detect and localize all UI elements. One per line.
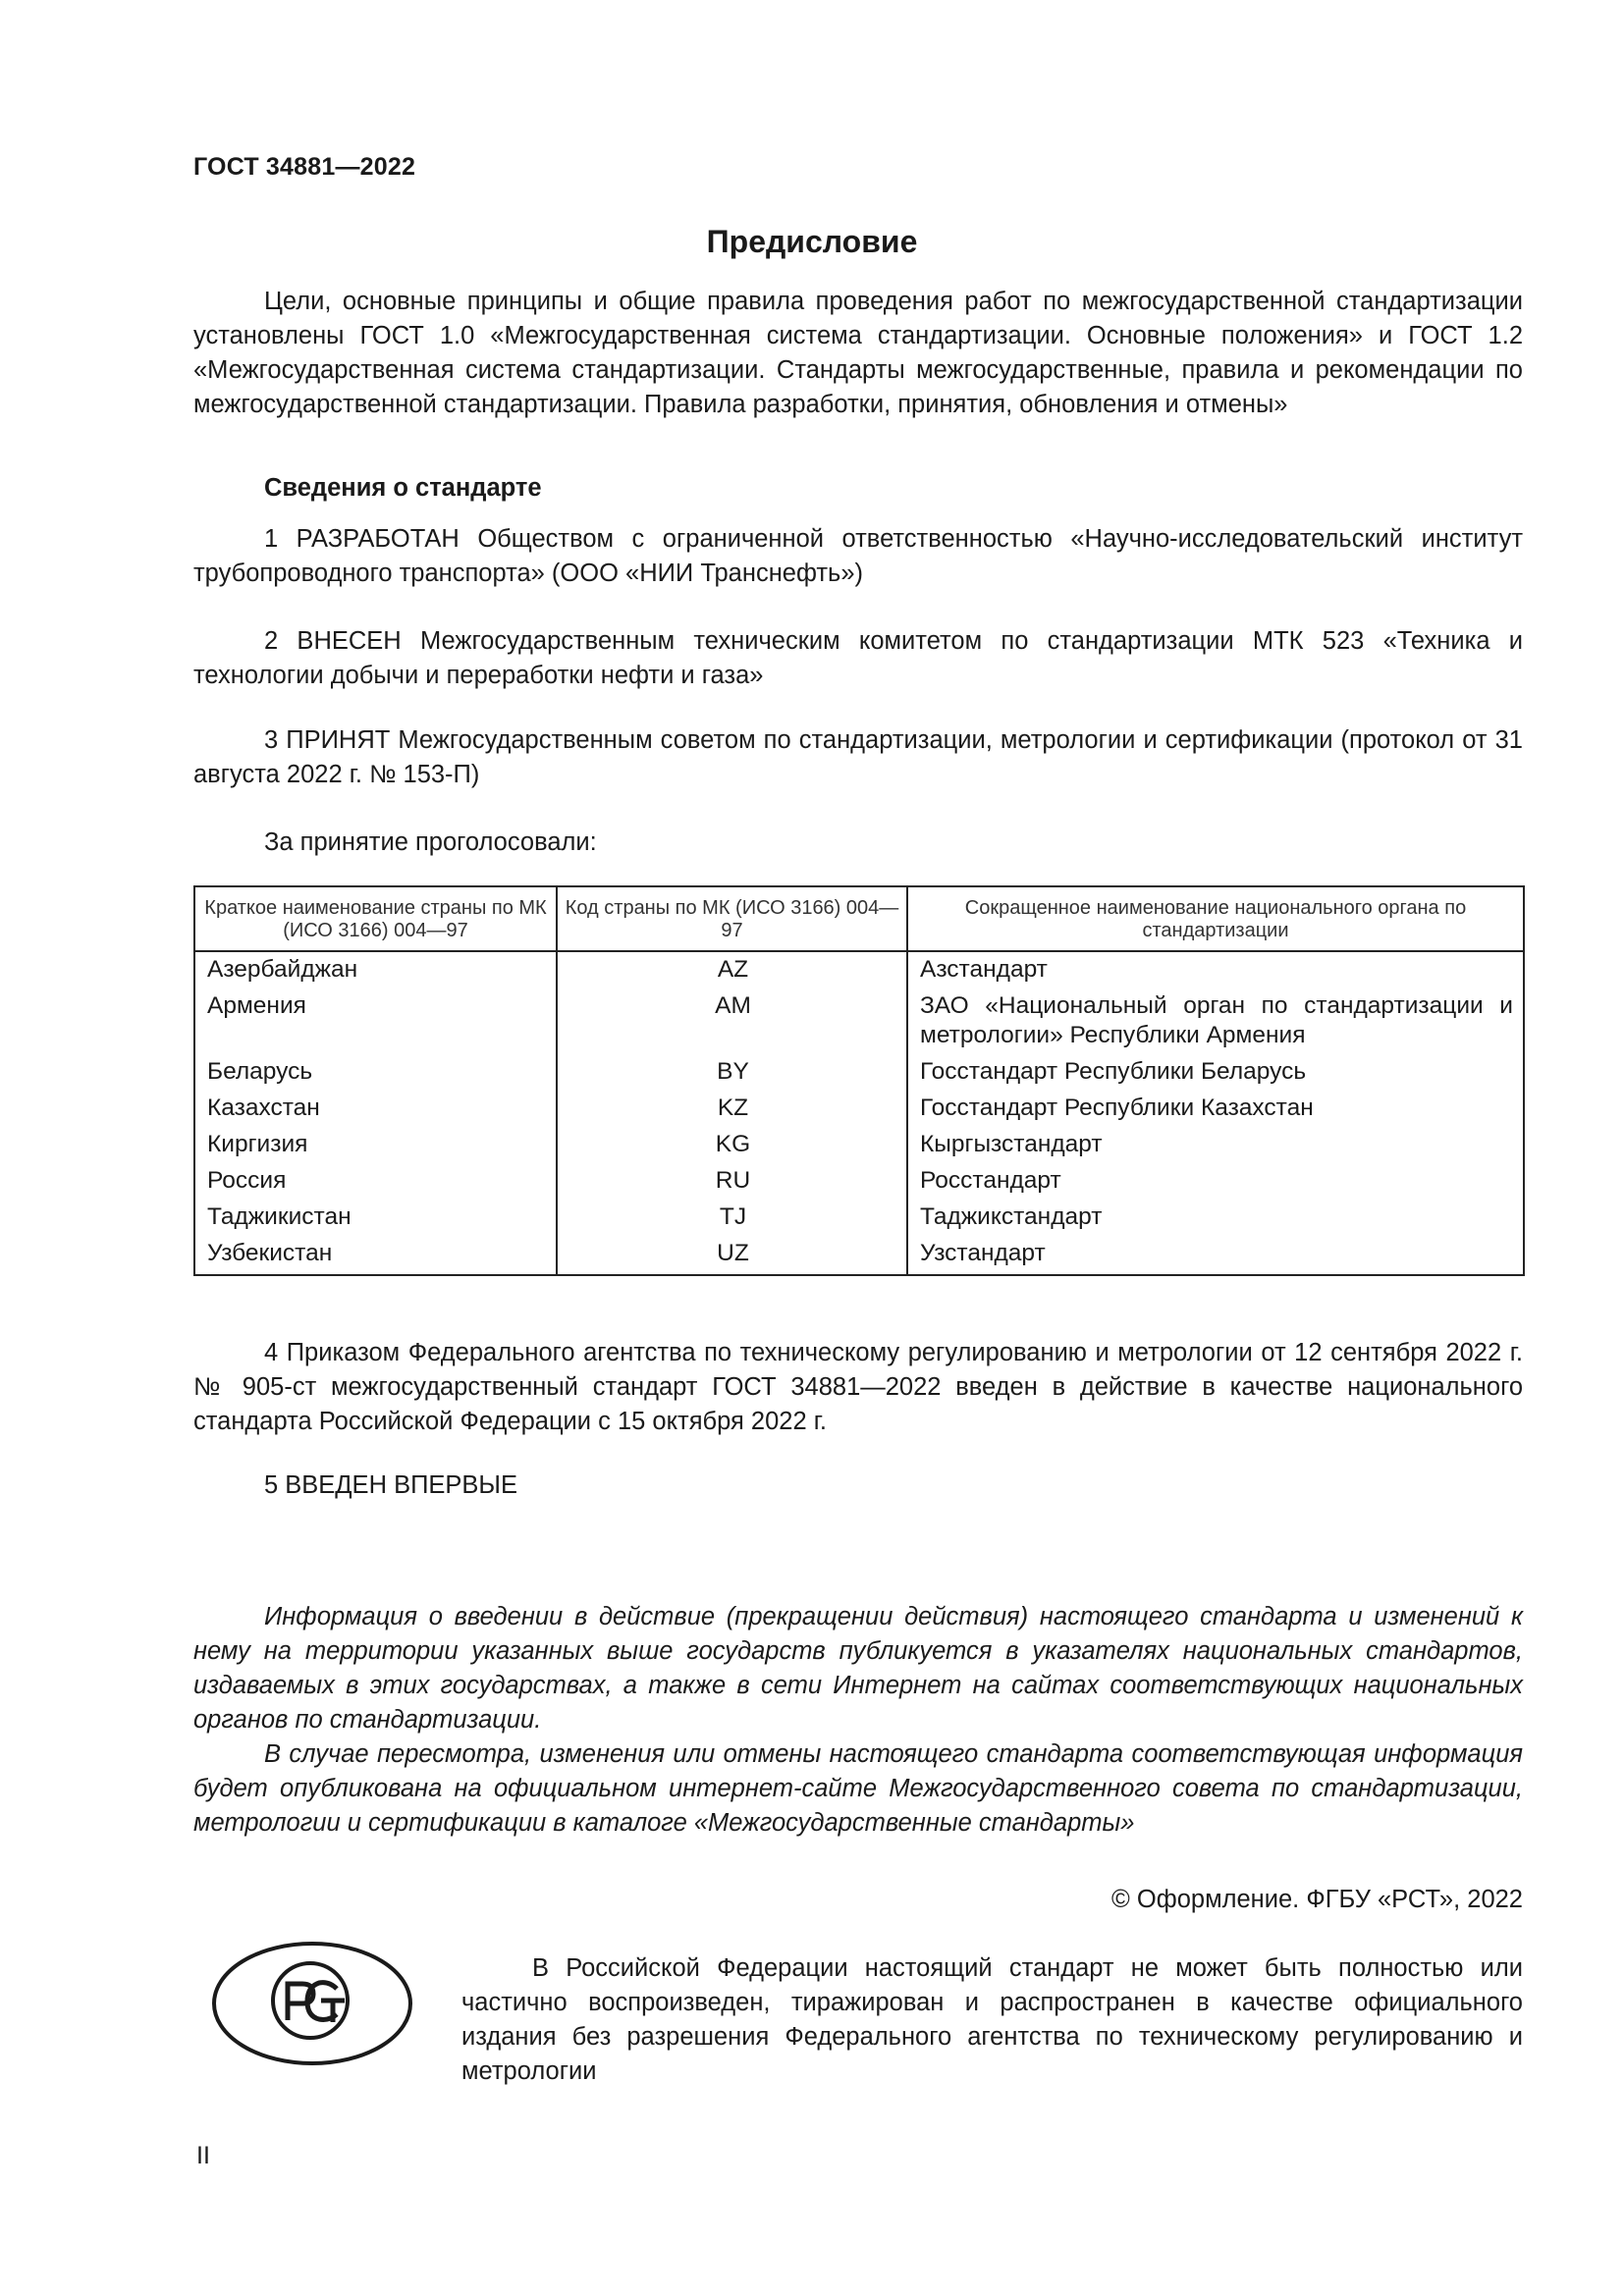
table-header-organization: Сокращенное наименование национального органа по стандартизации bbox=[907, 886, 1524, 951]
table-header-code: Код страны по МК (ИСО 3166) 004—97 bbox=[557, 886, 907, 951]
table-row bbox=[194, 1054, 1524, 1091]
item-3-paragraph: 3 ПРИНЯТ Межгосударственным советом по стандартизации, метрологии и сертификации (протокол от 31 августа 2022 г. № 153-П) bbox=[193, 726, 1523, 788]
country-cell: Таджикистан bbox=[194, 1200, 557, 1236]
rst-logo bbox=[211, 1940, 414, 2067]
rf-reproduction-notice: В Российской Федерации настоящий стандарт не может быть полностью или частично воспроизведен, тиражирован и распространен в качестве официального издания без разрешения Федерального агентства по техническому регулированию и метрологии bbox=[461, 1954, 1523, 2085]
revision-notice-paragraph: В случае пересмотра, изменения или отмены настоящего стандарта соответствующая информация будет опубликована на официальном интернет-сайте Межгосударственного совета по стандартизации, метрологии и сертификации в каталоге «Межгосударственные стандарты» bbox=[193, 1740, 1523, 1837]
table-header-row bbox=[194, 886, 1524, 951]
organization-cell: Узстандарт bbox=[907, 1236, 1524, 1275]
country-cell: Россия bbox=[194, 1163, 557, 1200]
code-cell: TJ bbox=[557, 1200, 907, 1236]
country-cell: Казахстан bbox=[194, 1091, 557, 1127]
info-notice-paragraph: Информация о введении в действие (прекращении действия) настоящего стандарта и изменений к нему на территории указанных выше государств публикуется в указателях национальных стандартов, издаваемых в этих государствах, а также в сети Интернет на сайтах соответствующих национальных органов по стандартизации. bbox=[193, 1603, 1523, 1734]
page-title: Предисловие bbox=[706, 224, 918, 259]
copyright-line: © Оформление. ФГБУ «РСТ», 2022 bbox=[1111, 1886, 1523, 1913]
item-4-paragraph: 4 Приказом Федерального агентства по техническому регулированию и метрологии от 12 сентября 2022 г. № 905-ст межгосударственный стандарт ГОСТ 34881—2022 введен в действие в качестве национального стандарта Российской Федерации с 15 октября 2022 г. bbox=[193, 1339, 1523, 1435]
country-cell: Узбекистан bbox=[194, 1236, 557, 1275]
page-number: II bbox=[196, 2142, 210, 2169]
organization-cell: Азстандарт bbox=[907, 951, 1524, 988]
table-row bbox=[194, 988, 1524, 1054]
code-cell: RU bbox=[557, 1163, 907, 1200]
info-heading: Сведения о стандарте bbox=[264, 474, 542, 502]
intro-paragraph: Цели, основные принципы и общие правила проведения работ по межгосударственной стандартизации установлены ГОСТ 1.0 «Межгосударственная система стандартизации. Основные положения» и ГОСТ 1.2 «Межгосударственная система стандартизации. Стандарты межгосударственные, правила и рекомендации по межгосударственной стандартизации. Правила разработки, принятия, обновления и отмены» bbox=[193, 288, 1523, 418]
table-row bbox=[194, 1200, 1524, 1236]
code-cell: BY bbox=[557, 1054, 907, 1091]
table-header-country: Краткое наименование страны по МК (ИСО 3166) 004—97 bbox=[194, 886, 557, 951]
organization-cell: Кыргызстандарт bbox=[907, 1127, 1524, 1163]
table-row bbox=[194, 1163, 1524, 1200]
country-cell: Азербайджан bbox=[194, 951, 557, 988]
organization-cell: Госстандарт Республики Беларусь bbox=[907, 1054, 1524, 1091]
document-header-id: ГОСТ 34881—2022 bbox=[193, 153, 416, 181]
voted-label: За принятие проголосовали: bbox=[264, 828, 597, 856]
organization-cell: Таджикстандарт bbox=[907, 1200, 1524, 1236]
code-cell: AM bbox=[557, 988, 907, 1054]
code-cell: KZ bbox=[557, 1091, 907, 1127]
country-cell: Беларусь bbox=[194, 1054, 557, 1091]
rst-logo-icon bbox=[211, 1940, 414, 2067]
code-cell: UZ bbox=[557, 1236, 907, 1275]
item-2-paragraph: 2 ВНЕСЕН Межгосударственным техническим комитетом по стандартизации МТК 523 «Техника и технологии добычи и переработки нефти и газа» bbox=[193, 627, 1523, 689]
code-cell: KG bbox=[557, 1127, 907, 1163]
organization-cell: Госстандарт Республики Казахстан bbox=[907, 1091, 1524, 1127]
item-5-paragraph: 5 ВВЕДЕН ВПЕРВЫЕ bbox=[264, 1471, 518, 1499]
table-row bbox=[194, 1236, 1524, 1275]
table-row bbox=[194, 1127, 1524, 1163]
table-row bbox=[194, 951, 1524, 988]
organization-cell: ЗАО «Национальный орган по стандартизации и метрологии» Республики Армения bbox=[907, 988, 1524, 1054]
country-cell: Киргизия bbox=[194, 1127, 557, 1163]
code-cell: AZ bbox=[557, 951, 907, 988]
country-cell: Армения bbox=[194, 988, 557, 1054]
table-row bbox=[194, 1091, 1524, 1127]
organization-cell: Росстандарт bbox=[907, 1163, 1524, 1200]
voting-countries-table bbox=[193, 885, 1525, 1276]
item-1-paragraph: 1 РАЗРАБОТАН Обществом с ограниченной ответственностью «Научно-исследовательский институт трубопроводного транспорта» (ООО «НИИ Транснефть») bbox=[193, 525, 1523, 587]
